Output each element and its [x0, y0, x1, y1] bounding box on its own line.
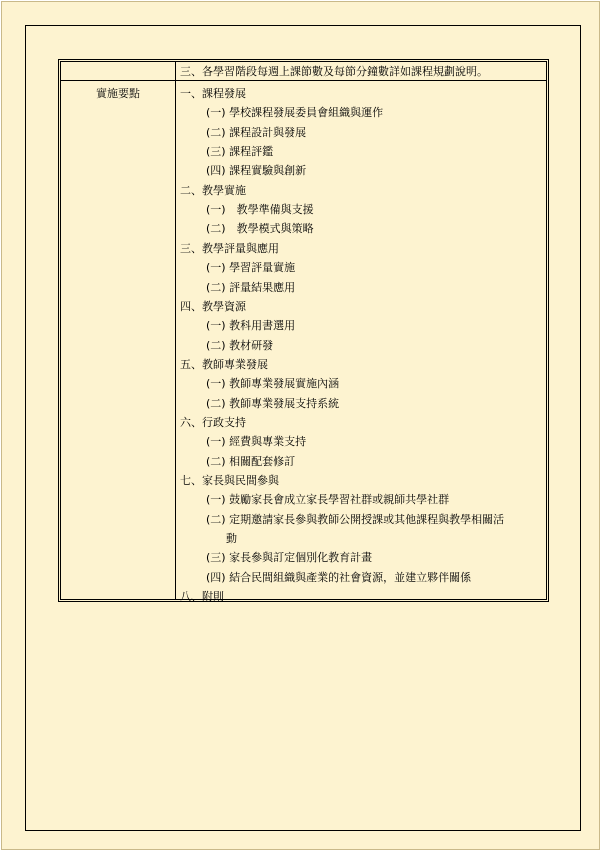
page-sheet [1, 1, 600, 850]
content-line: 一、課程發展 [180, 87, 246, 100]
content-line: (二) 教學模式與策略 [206, 222, 314, 236]
content-line: 七、家長與民間參與 [180, 474, 279, 487]
content-line: (二) 教材研發 [206, 338, 274, 352]
content-line: (二) 教師專業發展支持系統 [206, 396, 340, 410]
content-line: (一) 鼓勵家長會成立家長學習社群或親師共學社群 [206, 493, 450, 507]
content-line: (一) 學校課程發展委員會組織與運作 [206, 106, 384, 120]
content-line: (二) 課程設計與發展 [206, 125, 307, 139]
content-line: 六、行政支持 [180, 415, 246, 429]
content-line: 五、教師專業發展 [180, 357, 268, 371]
content-line: 二、教學實施 [180, 183, 246, 197]
content-line: (二) 相關配套修訂 [206, 454, 296, 468]
content-line: (二) 評量結果應用 [206, 280, 296, 294]
content-line: (一) 教科用書選用 [206, 319, 296, 333]
table-inner-border [60, 61, 547, 604]
content-line: (一) 教師專業發展實施內涵 [206, 377, 340, 391]
content-line: (三) 課程評鑑 [206, 145, 274, 159]
content-line: (一) 經費與專業支持 [206, 435, 307, 449]
top-row-text: 三、各學習階段每週上課節數及每節分鐘數詳如課程規劃說明。 [180, 65, 488, 78]
content-line: (一) 學習評量實施 [206, 261, 296, 275]
content-line: 四、教學資源 [180, 299, 246, 313]
column-divider [175, 62, 176, 599]
content-line: (四) 結合民間組織與產業的社會資源，並建立夥伴關係 [206, 570, 472, 584]
content-line: (一) 教學準備與支援 [206, 203, 314, 217]
content-line: 八、附則 [180, 590, 224, 604]
section-label: 實施要點 [96, 87, 140, 100]
content-line: 動 [226, 532, 237, 546]
content-line: (二) 定期邀請家長參與教師公開授課或其他課程與教學相關活 [206, 512, 505, 526]
document-table [58, 59, 549, 602]
content-line: 三、教學評量與應用 [180, 241, 279, 255]
content-line: (三) 家長參與訂定個別化教育計畫 [206, 551, 373, 565]
content-line: (四) 課程實驗與創新 [206, 164, 307, 178]
